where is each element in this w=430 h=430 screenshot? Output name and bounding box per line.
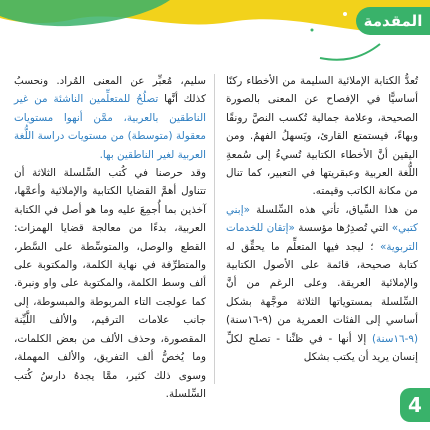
text-span: إلا أنها - في ظنِّنا - تصلح لكلِّ إنسان يريد أن يكتب بشكل — [226, 332, 418, 364]
page-number: 4 — [400, 388, 430, 422]
paragraph: وقد حرصنا في كُتب السِّلسلة الثلاثة أن تتناول أهمَّ القضايا الكتابية والإملائية وأعمَّها، آخذين بما أُجمِعَ عليه وما هو أصل في الكتابة العربية، بدءًا من معالجة قضايا الهمزات: القطع والوصل، والمتوسِّطة على السَّطر، والمتطرِّفة في نهاية الكلمة، والمكتوبة على ألف وسط الكلمة، والمكتوبة على واو ونبرة. كما عولجت التاء المربوطة والمبسوطة، إلى جانب علامات الترقيم، والألف اللَّيِّنة المقصورة، وحذف الألف من بعض الكلمات، وما يُخصُّ ألف التفريق، والألف المهملة، وسوى ذلك كثير، ممَّا يجدهُ دارسُ كُتب السِّلسلة. — [14, 167, 206, 400]
text-span: من هذا السِّياق، تأتي هذه السِّلسلة — [256, 203, 418, 216]
series-name: «إبني كتبي» — [226, 203, 418, 235]
left-column — [14, 72, 206, 403]
column-divider — [214, 74, 215, 384]
paragraph: تُعدُّ الكتابة الإملائية السليمة من الأخطاء ركنًا أساسيًّا في الإفصاح عن المعنى بالصورة الصحيحة، وعلامة جمالية تُكسب النصَّ رونقًا وبهاءً، فيستمتع القارئ، ويَسهلُ الفهمُ. ومن اليقين أنَّ الأخطاء الكتابية تُسيءُ إلى سُمعةِ اللُّغة العربية وعبقريتها في التعبير، كما تنال من مكانة الكاتب وقيمته. — [226, 75, 418, 198]
paragraph — [226, 201, 418, 367]
highlighted-text: تصلُحُ للمتعلِّمين الناشئة من غير الناطقين بالعربية، — [14, 93, 206, 124]
highlighted-text: ممَّن أنهوا مستويات معقولة (متوسطة) من مستويات دراسة اللُّغة العربية لغير الناطقين بها. — [14, 111, 206, 161]
page-title: المقدمة — [356, 7, 430, 35]
text-span: التي تُصدِرُها مؤسسة — [298, 222, 389, 235]
dot-decoration — [343, 12, 347, 16]
right-column — [226, 72, 418, 367]
paragraph — [14, 72, 206, 164]
text-span: سليم، مُعبِّر عن المعنى المُراد. ونحسبُ كذلك أنَّها — [14, 75, 206, 106]
age-range: (٩-١٦سنة) — [371, 332, 418, 345]
dot-decoration — [311, 29, 314, 32]
organization-name: «إتقان للخدمات التربوية» — [226, 222, 418, 253]
white-wave — [0, 31, 430, 70]
text-span: ؛ ليجد فيها المتعلِّم ما يحقِّق له كتابة صحيحة، قائمة على الأصول الكتابية والإملائية العريقة. وعلى الرغم من أنَّ السِّلسلة بمستوياتها الثلاثة موجَّهة بشكل أساسي إلى الفئات العمرية من (٩-١٦سنة) — [226, 240, 418, 327]
